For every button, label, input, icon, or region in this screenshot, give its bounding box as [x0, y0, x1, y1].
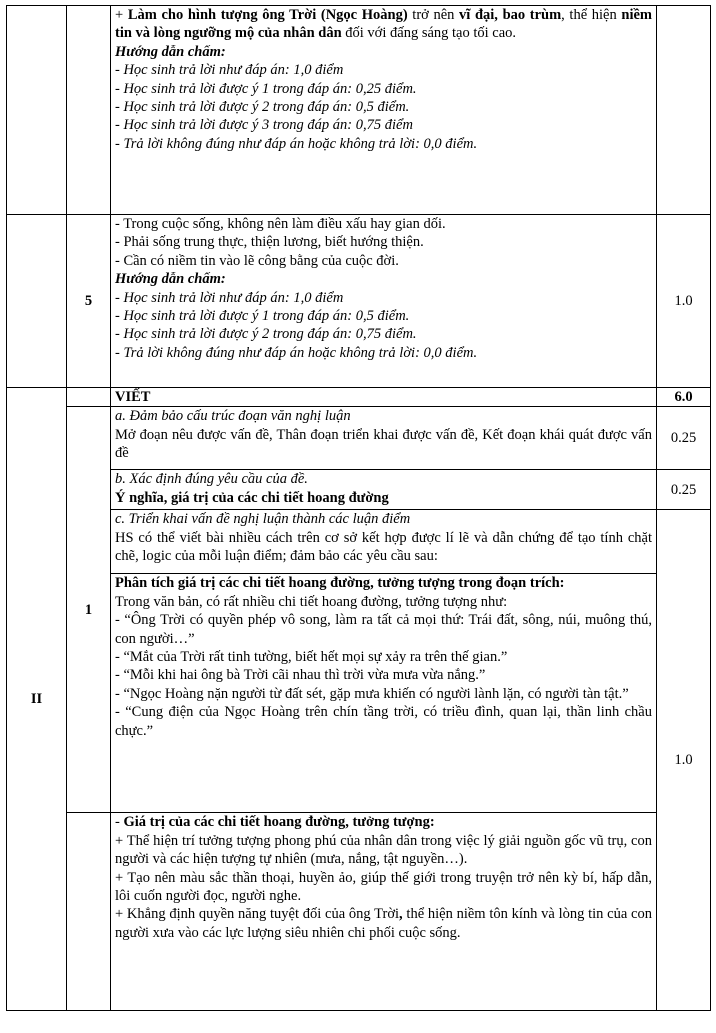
text-run: Ý nghĩa, giá trị của các chi tiết hoang đường	[115, 489, 389, 506]
text-run: Phân tích giá trị các chi tiết hoang đường, tưởng tượng trong đoạn trích:	[115, 575, 565, 592]
content-line	[115, 593, 652, 611]
content-cell	[111, 510, 657, 574]
content-line	[115, 388, 652, 406]
text-run: HS có thể viết bài nhiều cách trên cơ sở kết hợp được lí lẽ và dẫn chứng để tạo tính chặt chẽ, logic của mỗi luận điểm; đảm bảo các yêu cầu sau:	[115, 529, 652, 565]
content-cell	[111, 574, 657, 813]
content-line	[115, 98, 652, 116]
content-line	[115, 215, 652, 233]
content-line	[115, 61, 652, 79]
text-run: thể hiện niềm tôn kính và lòng tin của con người xưa vào các lực lượng siêu nhiên chi phối cuộc sống.	[115, 906, 652, 941]
content-line	[115, 813, 652, 831]
content-line	[115, 905, 652, 942]
text-run: - Học sinh trả lời được ý 3 trong đáp án: 0,75 điểm	[115, 117, 413, 134]
text-run: trở nên	[407, 7, 460, 23]
content-cell	[111, 813, 657, 1011]
text-run: - Phải sống trung thực, thiện lương, biết hướng thiện.	[115, 234, 424, 251]
content-line	[115, 307, 652, 325]
text-run: - Học sinh trả lời được ý 1 trong đáp án: 0,25 điểm.	[115, 80, 417, 97]
text-run: + Khẳng định quyền năng tuyệt đối của ông Trời	[115, 906, 400, 923]
text-run: - “Mỗi khi hai ông bà Trời cãi nhau thì trời vừa mưa vừa nắng.”	[115, 667, 486, 684]
content-line	[115, 407, 652, 425]
text-run: - “Ông Trời có quyền phép vô song, làm ra tất cả mọi thứ: Trái đất, sông, núi, muông thú, con người…”	[115, 612, 652, 647]
content-line	[115, 611, 652, 648]
score-value: 6.0	[657, 388, 711, 407]
content-line	[115, 510, 652, 528]
text-run: Mở đoạn nêu được vấn đề, Thân đoạn triển khai được vấn đề, Kết đoạn khái quát được vấn đề	[115, 426, 652, 462]
content-line	[115, 489, 652, 507]
text-run: Hướng dẫn chấm:	[115, 271, 226, 288]
text-run: - “Cung điện của Ngọc Hoàng trên chín tầng trời, có triều đình, quan lại, thần linh chầu chực.”	[115, 704, 652, 739]
score-value: 0.25	[657, 407, 711, 470]
text-run: đối với đấng sáng tạo tối cao.	[341, 25, 517, 42]
answer-key-table	[6, 5, 711, 1011]
score-cell-empty	[657, 6, 711, 215]
content-line	[115, 116, 652, 134]
text-run: Trong văn bản, có rất nhiều chi tiết hoang đường, tưởng tượng như:	[115, 593, 508, 610]
content-line	[115, 470, 652, 488]
text-run: Giá trị của các chi tiết hoang đường, tưởng tượng:	[123, 814, 435, 831]
text-run: b. Xác định đúng yêu cầu của đề.	[115, 471, 308, 488]
text-run: - “Mắt của Trời rất tinh tường, biết hết mọi sự xảy ra trên thế gian.”	[115, 649, 508, 666]
score-value: 1.0	[657, 215, 711, 388]
content-cell	[111, 388, 657, 407]
content-cell	[111, 470, 657, 510]
table-row	[7, 470, 711, 510]
text-run: -	[115, 814, 124, 831]
content-line	[115, 685, 652, 703]
content-line	[115, 832, 652, 869]
question-number: 5	[67, 215, 111, 388]
text-run: c. Triển khai vấn đề nghị luận thành các luận điểm	[115, 511, 411, 528]
text-run: niềm tin và lòng ngưỡng mộ của nhân dân	[115, 7, 652, 42]
question-cell-empty	[67, 6, 111, 215]
content-cell	[111, 407, 657, 470]
text-run: - Trả lời không đúng như đáp án hoặc không trả lời: 0,0 điểm.	[115, 135, 478, 152]
text-run: - Học sinh trả lời được ý 1 trong đáp án: 0,5 điểm.	[115, 308, 410, 325]
text-run: , thể hiện	[561, 7, 622, 23]
text-run: vĩ đại, bao trùm	[459, 7, 562, 23]
question-number: 1	[67, 407, 111, 813]
content-line	[115, 648, 652, 666]
table-row	[7, 215, 711, 388]
text-run: a. Đảm bảo cấu trúc đoạn văn nghị luận	[115, 408, 351, 425]
section-cell-empty	[7, 215, 67, 388]
content-line	[115, 43, 652, 61]
question-cell-empty	[67, 388, 111, 407]
text-run: VIẾT	[115, 389, 151, 405]
text-run: - “Ngọc Hoàng nặn người từ đất sét, gặp mưa khiến có người lành lặn, có người tàn tật.”	[115, 685, 629, 702]
content-line	[115, 574, 652, 592]
content-line	[115, 252, 652, 270]
table-row	[7, 510, 711, 574]
text-run: + Tạo nên màu sắc thần thoại, huyền ảo, giúp thế giới trong truyện trở nên kỳ bí, hấp dẫn, lôi cuốn người đọc, người nghe.	[115, 869, 652, 905]
text-run: Làm cho hình tượng ông Trời (Ngọc Hoàng)	[127, 7, 408, 23]
content-cell	[111, 215, 657, 388]
text-run: - Học sinh trả lời được ý 2 trong đáp án: 0,75 điểm.	[115, 326, 417, 343]
content-line	[115, 270, 652, 288]
score-value: 0.25	[657, 470, 711, 510]
content-line	[115, 666, 652, 684]
table-row	[7, 407, 711, 470]
content-line	[115, 869, 652, 906]
content-line	[115, 6, 652, 43]
text-run: - Trả lời không đúng như đáp án hoặc không trả lời: 0,0 điểm.	[115, 344, 478, 361]
content-line	[115, 529, 652, 566]
text-run: - Cần có niềm tin vào lẽ công bằng của cuộc đời.	[115, 252, 399, 269]
table-row	[7, 574, 711, 813]
text-run: +	[115, 7, 128, 23]
section-number: II	[7, 388, 67, 1011]
section-cell-empty	[7, 6, 67, 215]
content-line	[115, 426, 652, 463]
text-run: - Trong cuộc sống, không nên làm điều xấu hay gian dối.	[115, 216, 446, 232]
content-line	[115, 703, 652, 740]
text-run: + Thể hiện trí tưởng tượng phong phú của nhân dân trong việc lý giải nguồn gốc vũ trụ, con người và các hiện tượng tự nhiên (mưa, nắng, tật nguyền…).	[115, 832, 652, 868]
question-cell-empty	[67, 813, 111, 1011]
score-value: 1.0	[657, 510, 711, 1011]
content-cell	[111, 6, 657, 215]
text-run: - Học sinh trả lời được ý 2 trong đáp án: 0,5 điểm.	[115, 99, 410, 116]
content-line	[115, 135, 652, 153]
text-run: Hướng dẫn chấm:	[115, 43, 226, 60]
content-line	[115, 289, 652, 307]
content-line	[115, 325, 652, 343]
text-run: ,	[399, 906, 403, 923]
content-line	[115, 344, 652, 362]
content-line	[115, 233, 652, 251]
table-row	[7, 6, 711, 215]
table-row	[7, 388, 711, 407]
table-row	[7, 813, 711, 1011]
text-run: - Học sinh trả lời như đáp án: 1,0 điểm	[115, 62, 344, 79]
text-run: - Học sinh trả lời như đáp án: 1,0 điểm	[115, 289, 344, 306]
content-line	[115, 80, 652, 98]
